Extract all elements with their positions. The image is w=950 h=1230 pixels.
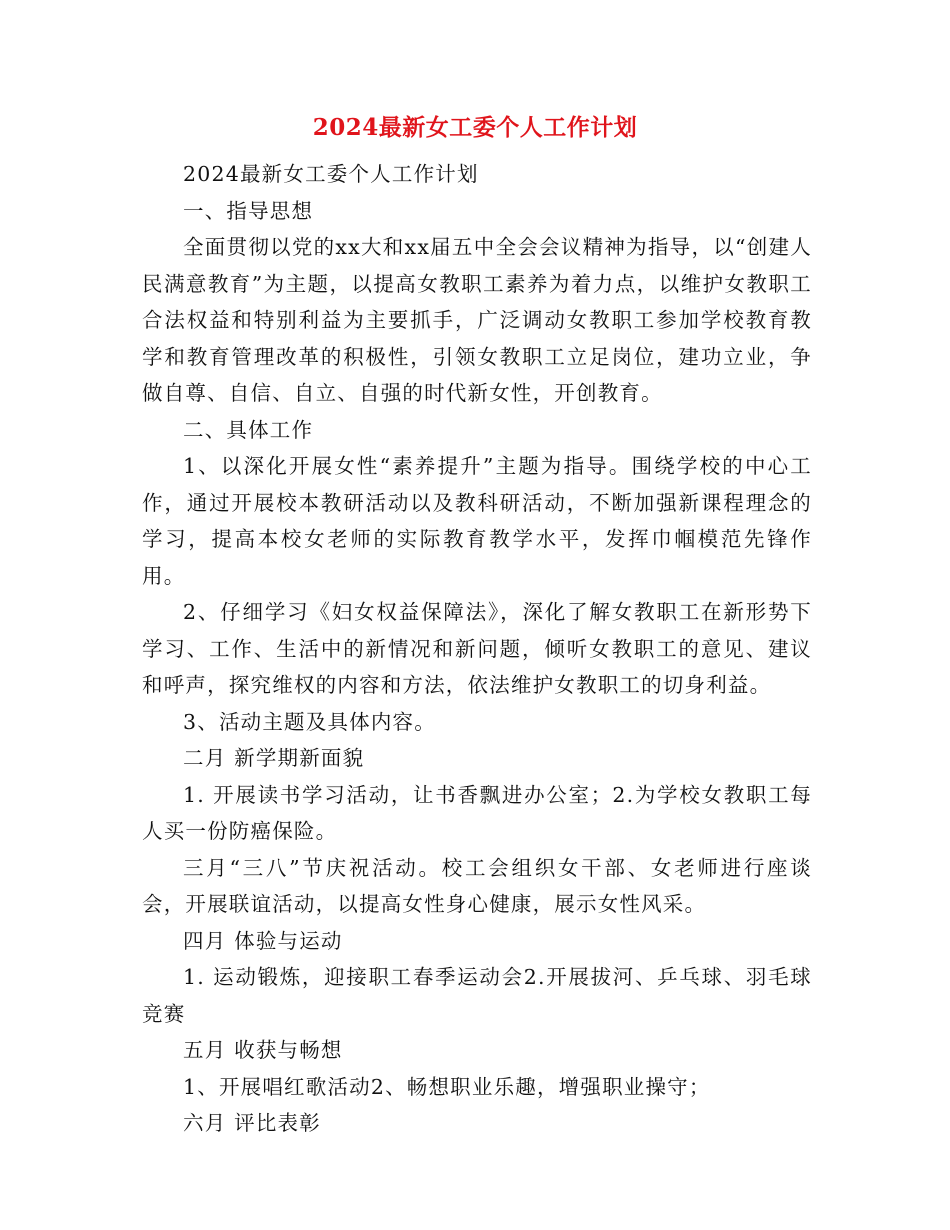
paragraph-april-activities: 1. 运动锻炼，迎接职工春季运动会2.开展拔河、乒乓球、羽毛球竞赛 — [142, 965, 812, 1026]
paragraph-heading-guiding-thought: 一、指导思想 — [183, 198, 314, 223]
paragraph-guiding-thought: 全面贯彻以党的xx大和xx届五中全会会议精神为指导，以“创建人民满意教育”为主题，以提高女教职工素养为着力点，以维护女教职工合法权益和特别利益为主要抓手，广泛调动女教职工参加学校教育教学和教育管理改革的积极性，引领女教职工立足岗位，建功立业，争做自尊、自信、自立、自强的时代新女性，开创教育。 — [142, 235, 812, 405]
paragraph-work-item-3: 3、活动主题及具体内容。 — [183, 709, 436, 734]
paragraph-month-april: 四月 体验与运动 — [183, 928, 343, 953]
paragraph-march-activities: 三月“三八”节庆祝活动。校工会组织女干部、女老师进行座谈会，开展联谊活动，以提高女性身心健康，展示女性风采。 — [142, 855, 812, 916]
document-title: 2024最新女工委个人工作计划 — [312, 114, 638, 141]
document-body — [142, 156, 812, 1142]
paragraph-may-activities: 1、开展唱红歌活动2、畅想职业乐趣，增强职业操守； — [183, 1074, 711, 1099]
paragraph-month-june: 六月 评比表彰 — [183, 1111, 321, 1135]
paragraph-work-item-2: 2、仔细学习《妇女权益保障法》，深化了解女教职工在新形势下学习、工作、生活中的新情况和新问题，倾听女教职工的意见、建议和呼声，探究维权的内容和方法，依法维护女教职工的切身利益。 — [142, 600, 812, 697]
paragraph-february-activities: 1. 开展读书学习活动，让书香飘进办公室；2.为学校女教职工每人买一份防癌保险。 — [142, 782, 812, 843]
paragraph-month-february: 二月 新学期新面貌 — [183, 746, 365, 770]
paragraph-heading-specific-work: 二、具体工作 — [183, 417, 314, 442]
paragraph-work-item-1: 1、以深化开展女性“素养提升”主题为指导。围绕学校的中心工作，通过开展校本教研活动以及教科研活动，不断加强新课程理念的学习，提高本校女老师的实际教育教学水平，发挥巾帼模范先锋作用。 — [142, 454, 812, 588]
paragraph-month-may: 五月 收获与畅想 — [183, 1038, 343, 1062]
paragraph-subtitle: 2024最新女工委个人工作计划 — [183, 162, 479, 186]
